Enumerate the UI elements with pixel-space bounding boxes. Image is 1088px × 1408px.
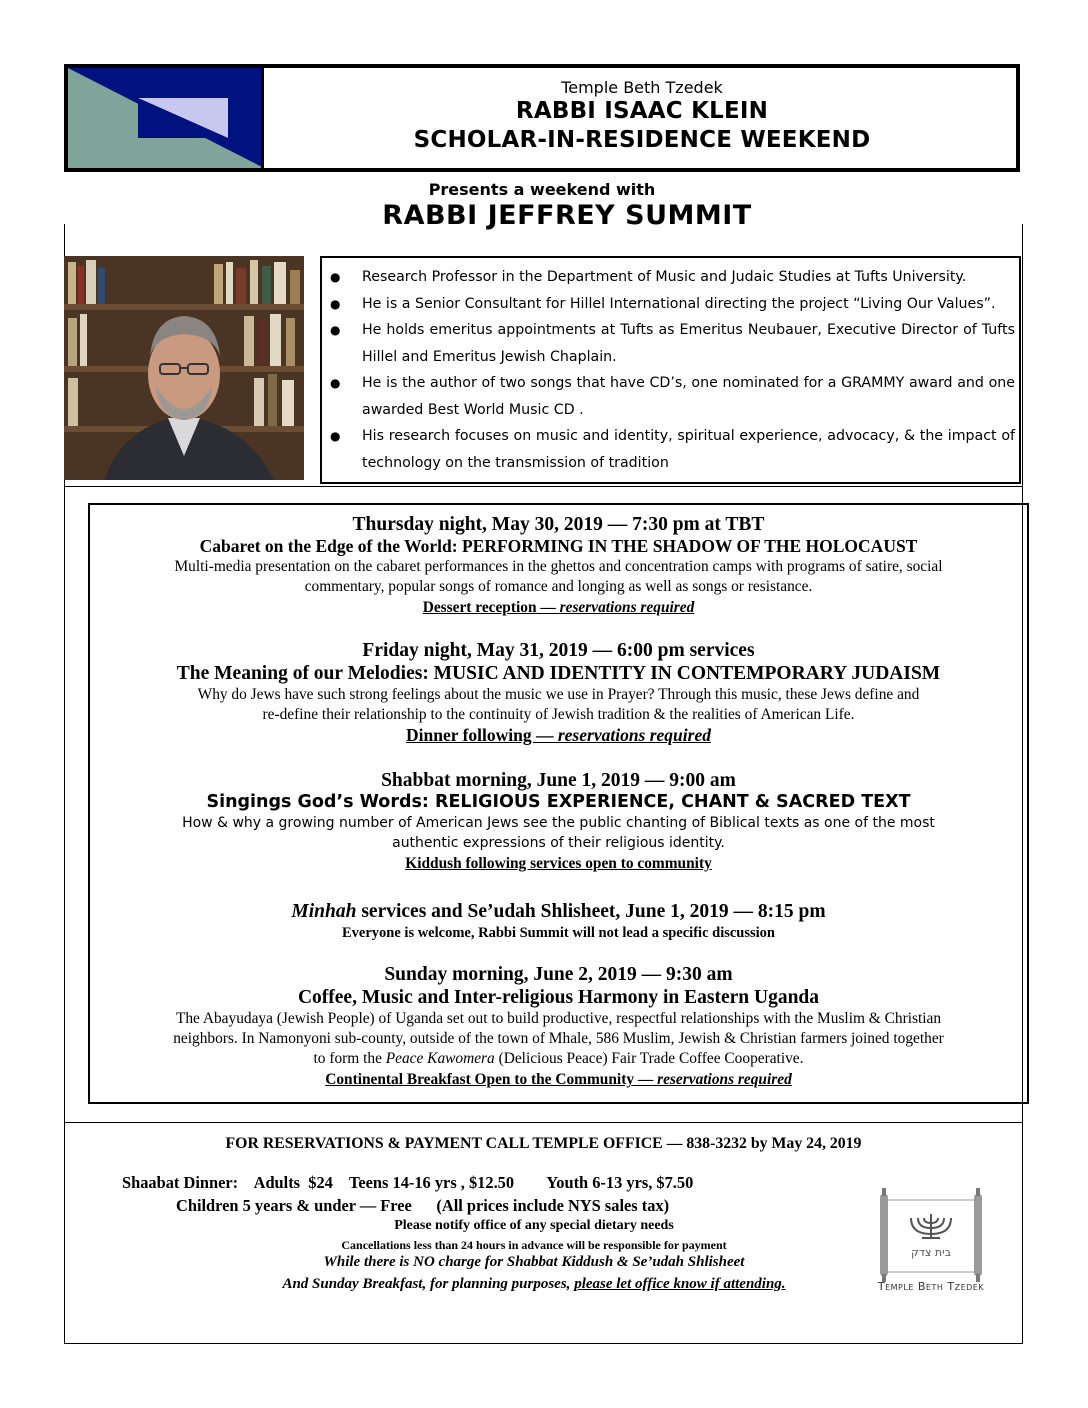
list-item: ● He holds emeritus appointments at Tufts as Emeritus Neubauer, Executive Director of Tufts Hillel and Emeritus Jewish Chaplain. [362, 317, 1015, 370]
temple-logo [856, 1186, 1006, 1296]
event-date: Minhah services and Se’udah Shlisheet, June 1, 2019 — 8:15 pm [291, 901, 826, 922]
event-description: commentary, popular songs of romance and longing as well as songs or resistance. [304, 578, 813, 595]
list-item: ● He is a Senior Consultant for Hillel International directing the project “Living Our Values”. [362, 291, 1015, 318]
event-note: Dessert reception — reservations required [422, 599, 695, 616]
event-description: Multi-media presentation on the cabaret performances in the ghettos and concentration camps with programs of satire, social [174, 558, 943, 575]
hebrew-logo-text: בית צדק [911, 1246, 951, 1259]
decorative-logo-graphic [68, 68, 264, 168]
divider [64, 486, 1023, 487]
bullet-icon: ● [330, 429, 341, 443]
event-description: authentic expressions of their religious identity. [392, 835, 725, 851]
event-shabbat [90, 769, 1027, 874]
event-description: to form the Peace Kawomera (Delicious Peace) Fair Trade Coffee Cooperative. [313, 1050, 804, 1067]
event-note: Kiddush following services open to community [405, 855, 712, 872]
event-note: Continental Breakfast Open to the Community — reservations required [325, 1071, 792, 1088]
header-text-block [268, 68, 1016, 168]
speaker-name: RABBI JEFFREY SUMMIT [382, 200, 752, 231]
logo-caption: Temple Beth Tzedek [877, 1280, 985, 1293]
children-prices: Children 5 years & under — Free (All prices include NYS sales tax) [176, 1196, 670, 1215]
event-note: Dinner following — reservations required [406, 725, 711, 745]
header-subtitle: SCHOLAR-IN-RESIDENCE WEEKEND [413, 127, 871, 153]
presents-line: Presents a weekend with [428, 180, 656, 199]
events-box [88, 503, 1029, 1104]
bullet-icon: ● [330, 296, 341, 311]
event-title: Cabaret on the Edge of the World: PERFORMING IN THE SHADOW OF THE HOLOCAUST [199, 536, 918, 556]
event-friday [90, 639, 1027, 746]
dinner-prices: Shaabat Dinner: Adults $24 Teens 14-16 yrs , $12.50 Youth 6-13 yrs, $7.50 [122, 1173, 694, 1192]
temple-name: Temple Beth Tzedek [561, 78, 723, 97]
reservation-call-line: FOR RESERVATIONS & PAYMENT CALL TEMPLE OFFICE — 838-3232 by May 24, 2019 [225, 1135, 862, 1152]
event-date: Shabbat morning, June 1, 2019 — 9:00 am [381, 770, 736, 791]
bullet-icon: ● [330, 376, 341, 390]
event-title: Coffee, Music and Inter-religious Harmony in Eastern Uganda [297, 987, 820, 1008]
event-date: Sunday morning, June 2, 2019 — 9:30 am [384, 964, 733, 985]
event-thursday [90, 513, 1027, 618]
speaker-photo [64, 256, 304, 480]
header-title: RABBI ISAAC KLEIN [515, 98, 769, 124]
event-minhah [90, 900, 1027, 943]
bullet-icon: ● [330, 323, 341, 337]
bio-list [322, 258, 1019, 476]
list-item: ● Research Professor in the Department of Music and Judaic Studies at Tufts University. [362, 264, 1015, 291]
event-description: Why do Jews have such strong feelings about the music we use in Prayer? Through this music, these Jews define and [197, 686, 920, 703]
event-date: Thursday night, May 30, 2019 — 7:30 pm at TBT [352, 514, 765, 535]
event-sunday [90, 963, 1027, 1090]
header-banner [64, 64, 1020, 172]
event-title: The Meaning of our Melodies: MUSIC AND IDENTITY IN CONTEMPORARY JUDAISM [176, 663, 941, 684]
event-date: Friday night, May 31, 2019 — 6:00 pm services [362, 640, 755, 661]
bio-box [320, 256, 1021, 484]
event-title: Singings God’s Words: RELIGIOUS EXPERIENCE, CHANT & SACRED TEXT [206, 792, 911, 812]
torah-scroll-icon [856, 1186, 1006, 1296]
bullet-icon: ● [330, 270, 341, 284]
event-description: re-define their relationship to the continuity of Jewish tradition & the realities of American Life. [262, 706, 855, 723]
cancellation-note: Cancellations less than 24 hours in advance will be responsible for payment [341, 1238, 727, 1252]
list-item: ● He is the author of two songs that have CD’s, one nominated for a GRAMMY award and one awarded Best World Music CD . [362, 370, 1015, 423]
event-description: How & why a growing number of American Jews see the public chanting of Biblical texts as one of the most [182, 815, 935, 831]
dietary-note: Please notify office of any special dietary needs [394, 1218, 674, 1233]
geometric-logo-icon [68, 68, 264, 168]
event-description: The Abayudaya (Jewish People) of Uganda set out to build productive, respectful relationships with the Muslim & Christian [175, 1010, 942, 1027]
event-description: neighbors. In Namonyoni sub-county, outside of the town of Mhale, 586 Muslim, Jewish & Christian farmers joined together [173, 1030, 944, 1047]
no-charge-note: While there is NO charge for Shabbat Kiddush & Se’udah Shlisheet [323, 1254, 745, 1270]
list-item: ● His research focuses on music and identity, spiritual experience, advocacy, & the impact of technology on the transmission of tradition [362, 423, 1015, 476]
frame-line [64, 1343, 1023, 1344]
event-note: Everyone is welcome, Rabbi Summit will not lead a specific discussion [342, 925, 775, 941]
breakfast-note: And Sunday Breakfast, for planning purposes, please let office know if attending. [282, 1276, 786, 1292]
divider [64, 1122, 1023, 1123]
